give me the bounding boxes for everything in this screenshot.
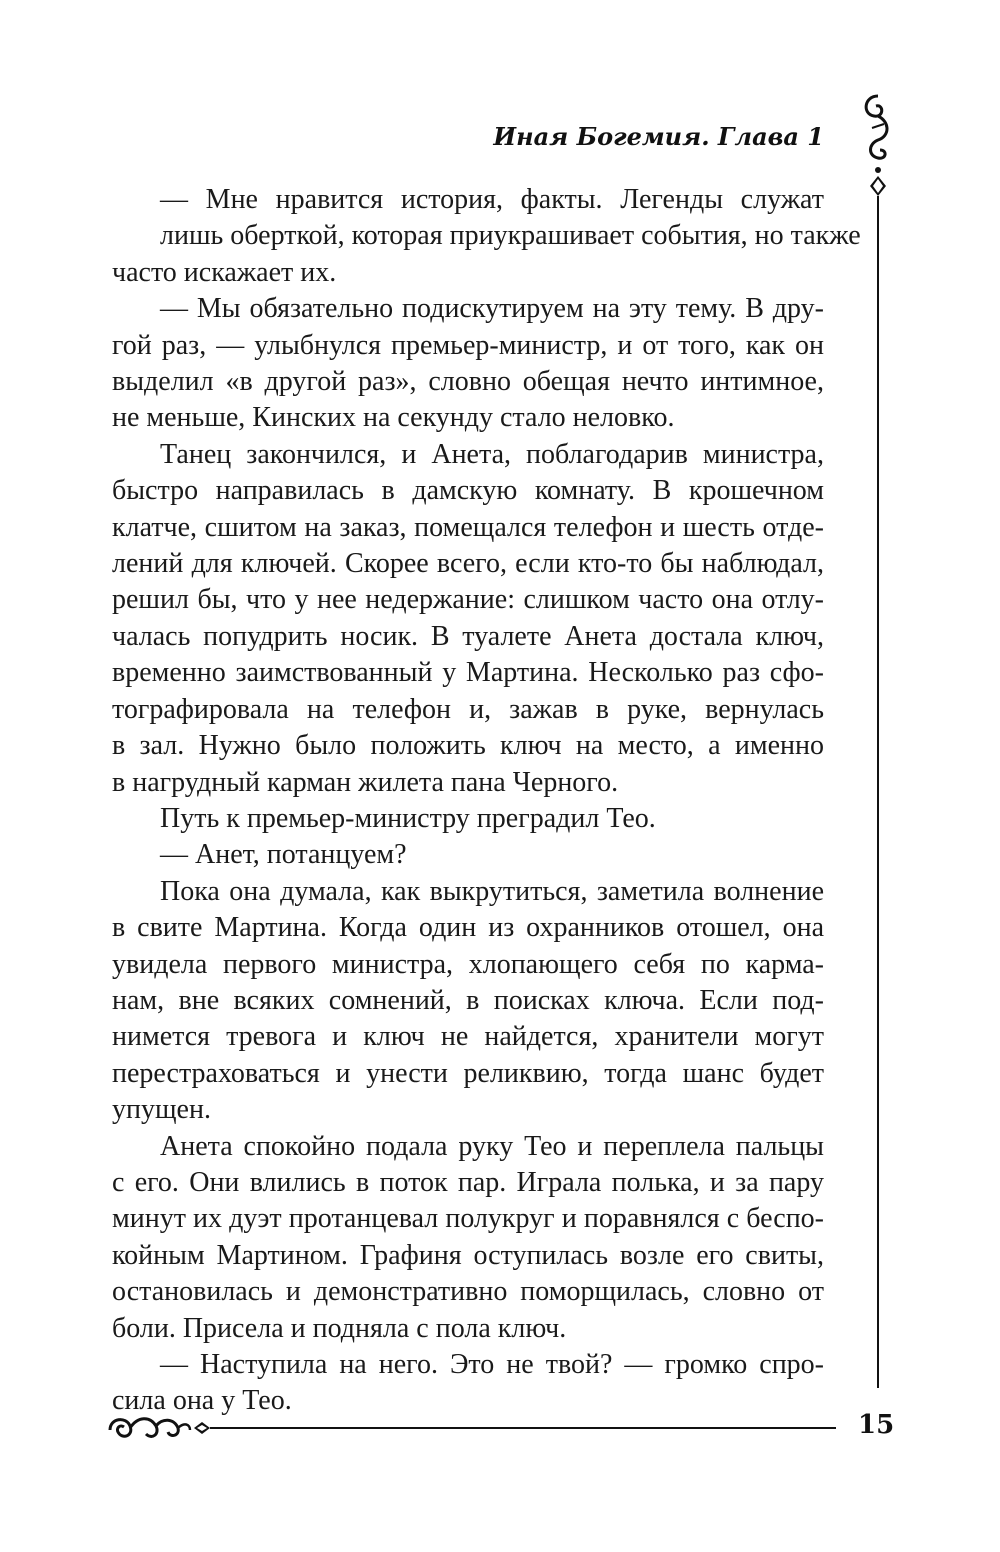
text-line: решил бы, что у нее недержание: слишком часто она отлу- — [112, 584, 824, 616]
text-line: временно заимствованный у Мартина. Несколько раз сфо- — [112, 657, 824, 689]
text-line: чалась попудрить носик. В туалете Анета достала ключ, — [112, 620, 824, 652]
text-line: Путь к премьер-министру преградил Тео. — [160, 802, 656, 834]
text-line: Танец закончился, и Анета, поблагодарив министра, — [160, 438, 824, 470]
text-line: Анета спокойно подала руку Тео и переплела пальцы — [160, 1130, 824, 1162]
text-line: с его. Они влились в поток пар. Играла полька, и за пару — [112, 1166, 824, 1198]
text-line: — Мы обязательно подискутируем на эту тему. В дру- — [160, 293, 824, 325]
text-line: в зал. Нужно было положить ключ на место, а именно — [112, 730, 824, 762]
text-line: в свите Мартина. Когда один из охранников отошел, она — [112, 912, 824, 944]
text-line: остановилась и демонстративно поморщилась, словно от — [112, 1276, 824, 1308]
text-line: нимется тревога и ключ не найдется, хранители могут — [112, 1021, 824, 1053]
text-line: лишь оберткой, которая приукрашивает события, но также — [160, 220, 861, 252]
text-line: часто искажает их. — [112, 256, 337, 288]
text-line: клатче, сшитом на заказ, помещался телефон и шесть отде- — [112, 511, 824, 543]
text-line: — Наступила на него. Это не твой? — громко спро- — [160, 1349, 824, 1380]
text-line: не меньше, Кинских на секунду стало неловко. — [112, 402, 675, 434]
text-line: увидела первого министра, хлопающего себя по карма- — [112, 948, 824, 980]
text-line: койным Мартином. Графиня оступилась возле его свиты, — [112, 1239, 824, 1271]
text-line: — Мне нравится история, факты. Легенды служат — [160, 184, 824, 215]
page-number: 15 — [858, 1410, 895, 1440]
side-flourish-ornament — [854, 88, 902, 1398]
text-line: лений для ключей. Скорее всего, если кто-то бы наблюдал, — [112, 548, 824, 580]
text-line: в нагрудный карман жилета пана Черного. — [112, 766, 619, 798]
text-line: — Анет, потанцуем? — [160, 839, 407, 871]
body-text — [112, 182, 861, 1420]
text-line: упущен. — [112, 1094, 211, 1126]
text-line: боли. Присела и подняла с пола ключ. — [112, 1312, 567, 1344]
text-line: тографировала на телефон и, зажав в руке, вернулась — [112, 693, 824, 725]
footer-flourish-ornament — [104, 1408, 838, 1448]
text-line: Пока она думала, как выкрутиться, заметила волнение — [160, 875, 824, 907]
text-line: перестраховаться и унести реликвию, тогда шанс будет — [112, 1057, 824, 1089]
text-line: нам, вне всяких сомнений, в поисках ключа. Если под- — [112, 984, 824, 1016]
text-line: быстро направилась в дамскую комнату. В крошечном — [112, 475, 824, 507]
text-line: гой раз, — улыбнулся премьер-министр, и от того, как он — [112, 329, 824, 361]
running-head: Иная Богемия. Глава 1 — [493, 122, 824, 151]
text-line: выделил «в другой раз», словно обещая нечто интимное, — [112, 366, 824, 398]
text-line: минут их дуэт протанцевал полукруг и поравнялся с беспо- — [112, 1203, 824, 1235]
text-line: сила она у Тео. — [112, 1385, 292, 1417]
